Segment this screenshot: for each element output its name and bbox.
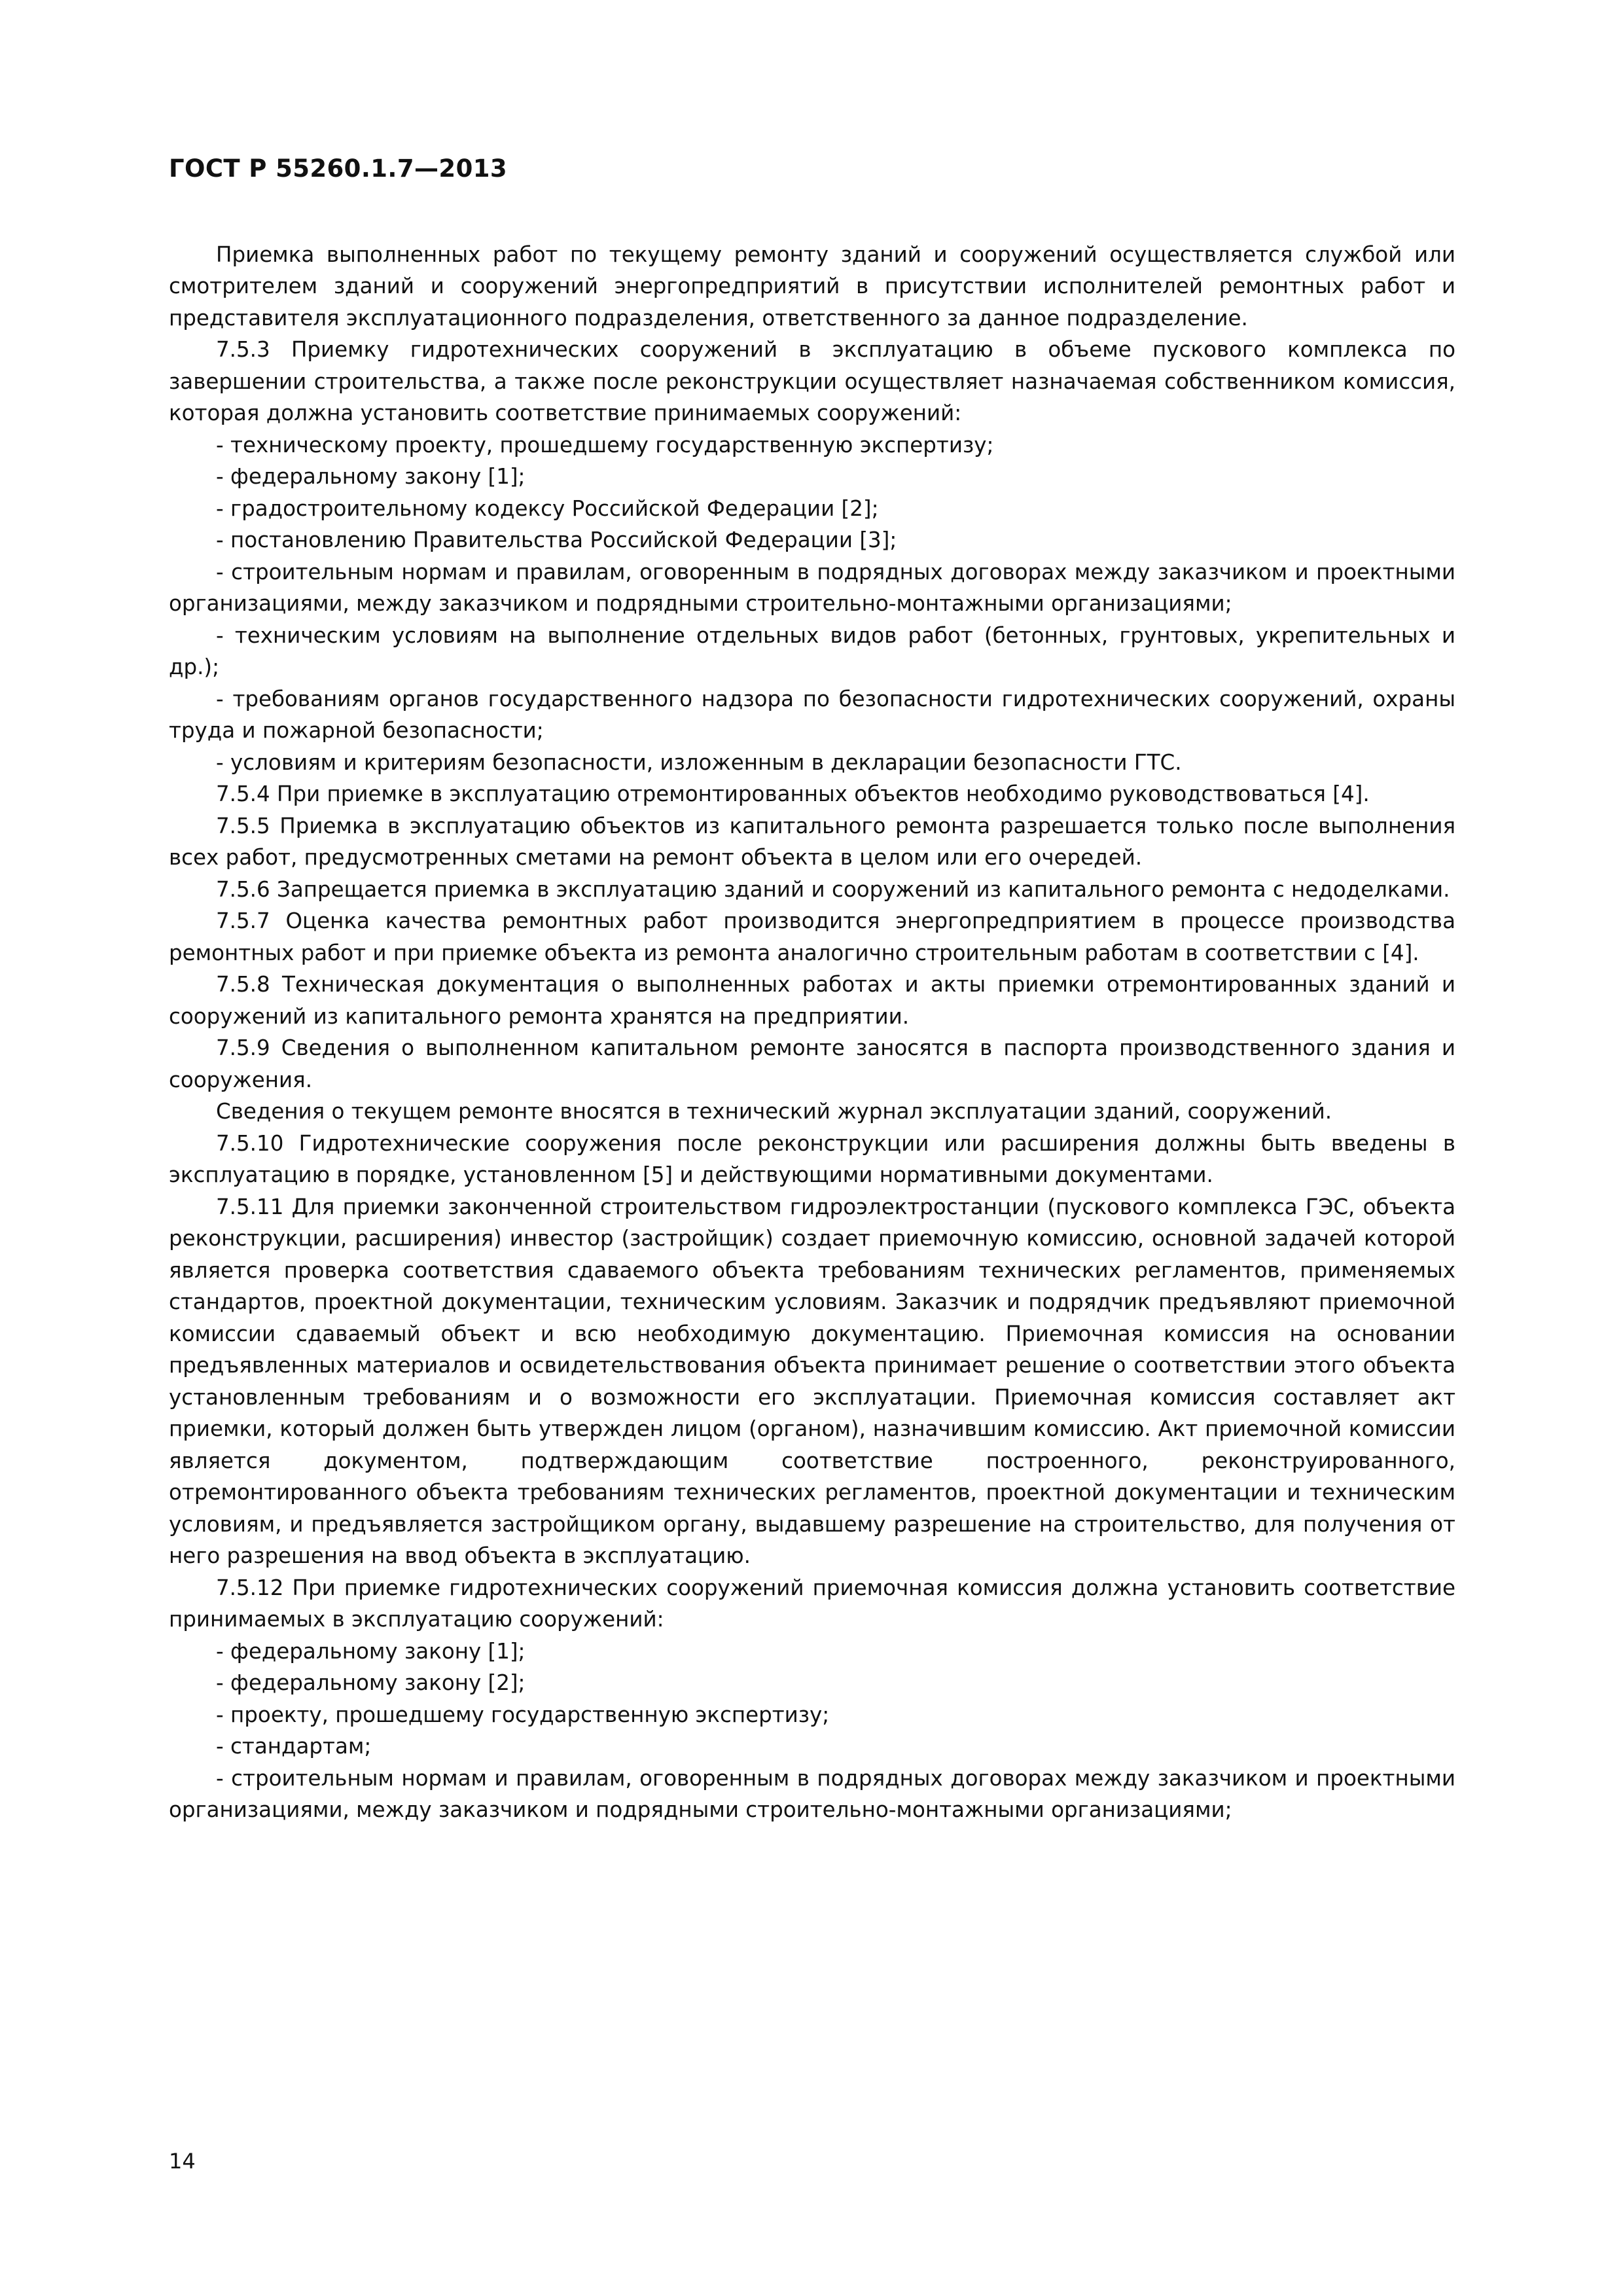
page-number: 14 (169, 2149, 196, 2174)
paragraph: - федеральному закону [1]; (216, 1638, 526, 1664)
paragraph: - федеральному закону [1]; (216, 464, 526, 490)
paragraph: 7.5.5 Приемка в эксплуатацию объектов из капитального ремонта разрешается только после выполнения всех работ, предусмотренных сметами на ремонт объекта в целом или его очередей. (169, 813, 1455, 870)
page-content (169, 156, 1455, 1826)
paragraph: Сведения о текущем ремонте вносятся в технический журнал эксплуатации зданий, сооружений. (216, 1099, 1332, 1124)
paragraph: 7.5.6 Запрещается приемка в эксплуатацию зданий и сооружений из капитального ремонта с недоделками. (216, 876, 1450, 902)
paragraph: - техническим условиям на выполнение отдельных видов работ (бетонных, грунтовых, укрепительных и др.); (169, 622, 1455, 680)
paragraph: 7.5.7 Оценка качества ремонтных работ производится энергопредприятием в процессе производства ремонтных работ и при приемке объекта из ремонта аналогично строительным работам в соответствии с [4]. (169, 908, 1455, 965)
paragraph: - федеральному закону [2]; (216, 1670, 526, 1696)
paragraph: 7.5.10 Гидротехнические сооружения после реконструкции или расширения должны быть введены в эксплуатацию в порядке, установленном [5] и действующими нормативными документами. (169, 1130, 1455, 1188)
paragraph: 7.5.11 Для приемки законченной строительством гидроэлектростанции (пускового комплекса ГЭС, объекта реконструкции, расширения) инвестор (застройщик) создает приемочную комиссию, основной задачей которой является проверка соответствия сдаваемого объекта требованиям технических регламентов, применяемых стандартов, проектной документации, техническим условиям. Заказчик и подрядчик предъявляют приемочной комиссии сдаваемый объект и всю необходимую документацию. Приемочная комиссия на основании предъявленных материалов и освидетельствования объекта принимает решение о соответствии этого объекта установленным требованиям и о возможности его эксплуатации. Приемочная комиссия составляет акт приемки, который должен быть утвержден лицом (органом), назначившим комиссию. Акт приемочной комиссии является документом, подтверждающим соответствие построенного, реконструированного, отремонтированного объекта требованиям технических регламентов, проектной документации и техническим условиям, и предъявляется застройщиком органу, выдавшему разрешение на строительство, для получения от него разрешения на ввод объекта в эксплуатацию. (169, 1194, 1455, 1569)
paragraph: - строительным нормам и правилам, оговоренным в подрядных договорах между заказчиком и проектными организациями, между заказчиком и подрядными строительно-монтажными организациями; (169, 1765, 1455, 1823)
paragraph: - условиям и критериям безопасности, изложенным в декларации безопасности ГТС. (216, 749, 1182, 775)
paragraph: - постановлению Правительства Российской Федерации [3]; (216, 528, 897, 553)
body-text-block (169, 239, 1455, 1826)
paragraph: 7.5.4 При приемке в эксплуатацию отремонтированных объектов необходимо руководствоваться [4]. (216, 781, 1370, 807)
paragraph: 7.5.3 Приемку гидротехнических сооружений в эксплуатацию в объеме пускового комплекса по завершении строительства, а также после реконструкции осуществляет назначаемая собственником комиссия, которая должна установить соответствие принимаемых сооружений: (169, 337, 1455, 426)
paragraph: - проекту, прошедшему государственную экспертизу; (216, 1702, 830, 1727)
paragraph: 7.5.12 При приемке гидротехнических сооружений приемочная комиссия должна установить соответствие принимаемых в эксплуатацию сооружений: (169, 1575, 1455, 1632)
paragraph: - стандартам; (216, 1734, 372, 1759)
paragraph: - строительным нормам и правилам, оговоренным в подрядных договорах между заказчиком и проектными организациями, между заказчиком и подрядными строительно-монтажными организациями; (169, 559, 1455, 617)
paragraph: Приемка выполненных работ по текущему ремонту зданий и сооружений осуществляется службой или смотрителем зданий и сооружений энергопредприятий в присутствии исполнителей ремонтных работ и представителя эксплуатационного подразделения, ответственного за данное подразделение. (169, 242, 1455, 331)
paragraph: - требованиям органов государственного надзора по безопасности гидротехнических сооружений, охраны труда и пожарной безопасности; (169, 686, 1455, 744)
document-standard-header: ГОСТ Р 55260.1.7—2013 (169, 154, 508, 183)
paragraph: 7.5.9 Сведения о выполненном капитальном ремонте заносятся в паспорта производственного здания и сооружения. (169, 1035, 1455, 1092)
paragraph: 7.5.8 Техническая документация о выполненных работах и акты приемки отремонтированных зданий и сооружений из капитального ремонта хранятся на предприятии. (169, 972, 1455, 1029)
paragraph: - градостроительному кодексу Российской Федерации [2]; (216, 495, 879, 521)
paragraph: - техническому проекту, прошедшему государственную экспертизу; (216, 432, 994, 457)
